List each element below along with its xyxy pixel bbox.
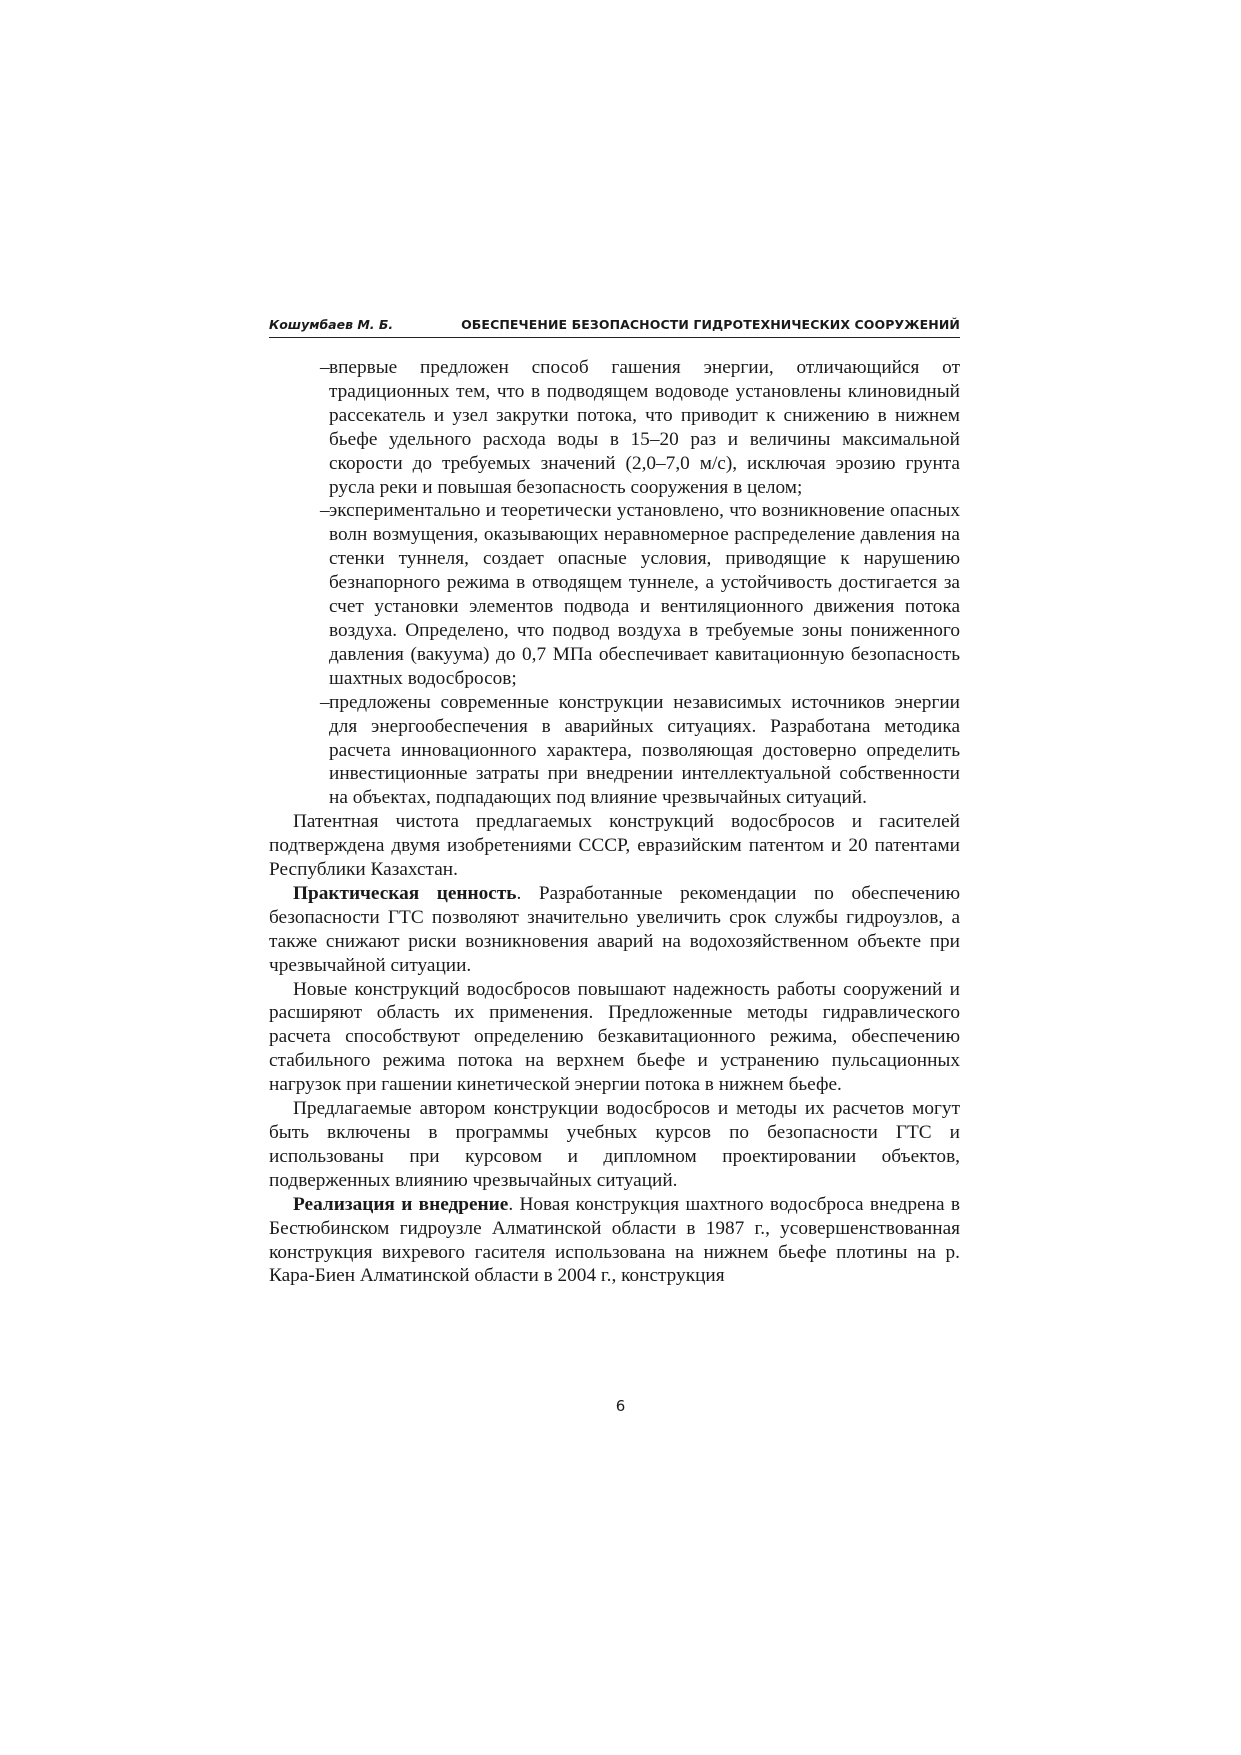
paragraph-practical-value xyxy=(269,882,960,978)
body-text xyxy=(269,356,960,1288)
paragraph-text: Патентная чистота предлагаемых конструкций водосбросов и гасителей подтверждена двумя изобретениями СССР, евразийским патентом и 20 патентами Республики Казахстан. xyxy=(269,811,960,881)
header-title: ОБЕСПЕЧЕНИЕ БЕЗОПАСНОСТИ ГИДРОТЕХНИЧЕСКИХ СООРУЖЕНИЙ xyxy=(461,317,960,332)
list-item xyxy=(269,691,960,811)
list-item-text: предложены современные конструкции независимых источников энергии для энергообеспечения в аварийных ситуациях. Разработана методика расчета инновационного характера, позволяющая достоверно определить инвестиционные затраты при внедрении интеллектуальной собственности на объектах, подпадающих под влияние чрезвычайных ситуаций. xyxy=(329,691,960,809)
paragraph-patent-purity xyxy=(269,810,960,882)
page-number: 6 xyxy=(615,1397,626,1415)
list-item xyxy=(269,499,960,690)
header-author: Кошумбаев М. Б. xyxy=(269,317,394,332)
paragraph-lead: Реализация и внедрение xyxy=(293,1193,509,1215)
paragraph-implementation xyxy=(269,1193,960,1289)
list-item-text: впервые предложен способ гашения энергии, отличающийся от традиционных тем, что в подводящем водоводе установлены клиновидный рассекатель и узел закрутки потока, что приводит к снижению в нижнем бьефе удельного расхода воды в 15–20 раз и величины максимальной скорости до требуемых значений (2,0–7,0 м/с), исключая эрозию грунта русла реки и повышая безопасность сооружения в целом; xyxy=(329,357,960,498)
running-header xyxy=(269,315,960,338)
paragraph-text: Новые конструкций водосбросов повышают надежность работы сооружений и расширяют область их применения. Предложенные методы гидравлического расчета способствуют определению безкавитационного режима, обеспечению стабильного режима потока на верхнем бьефе и устранению пульсационных нагрузок при гашении кинетической энергии потока в нижнем бьефе. xyxy=(269,978,960,1096)
list-item-text: экспериментально и теоретически установлено, что возникновение опасных волн возмущения, оказывающих неравномерное распределение давления на стенки туннеля, создает опасные условия, приводящие к нарушению безнапорного режима в отводящем туннеле, а устойчивость достигается за счет установки элементов подвода и вентиляционного движения потока воздуха. Определено, что подвод воздуха в требуемые зоны пониженного давления (вакуума) до 0,7 МПа обеспечивает кавитационную безопасность шахтных водосбросов; xyxy=(329,500,960,689)
list-marker: – xyxy=(320,500,330,522)
paragraph-text: Предлагаемые автором конструкции водосбросов и методы их расчетов могут быть включены в программы учебных курсов по безопасности ГТС и использованы при курсовом и дипломном проектировании объектов, подверженных влиянию чрезвычайных ситуаций. xyxy=(269,1098,960,1191)
list-item xyxy=(269,356,960,499)
paragraph-curriculum xyxy=(269,1097,960,1193)
list-marker: – xyxy=(320,691,330,713)
paragraph-text: . Новая конструкция шахтного водосброса внедрена в Бестюбинском гидроузле Алматинской области в 1987 г., усовершенствованная конструкция вихревого гасителя использована на нижнем бьефе плотины на р. Кара-Биен Алматинской области в 2004 г., конструкция xyxy=(269,1193,960,1287)
paragraph-new-designs xyxy=(269,978,960,1098)
paragraph-lead: Практическая ценность xyxy=(293,882,517,904)
paragraph-text: . Разработанные рекомендации по обеспечению безопасности ГТС позволяют значительно увеличить срок службы гидроузлов, а также снижают риски возникновения аварий на водохозяйственном объекте при чрезвычайной ситуации. xyxy=(269,882,960,976)
list-marker: – xyxy=(320,357,330,378)
